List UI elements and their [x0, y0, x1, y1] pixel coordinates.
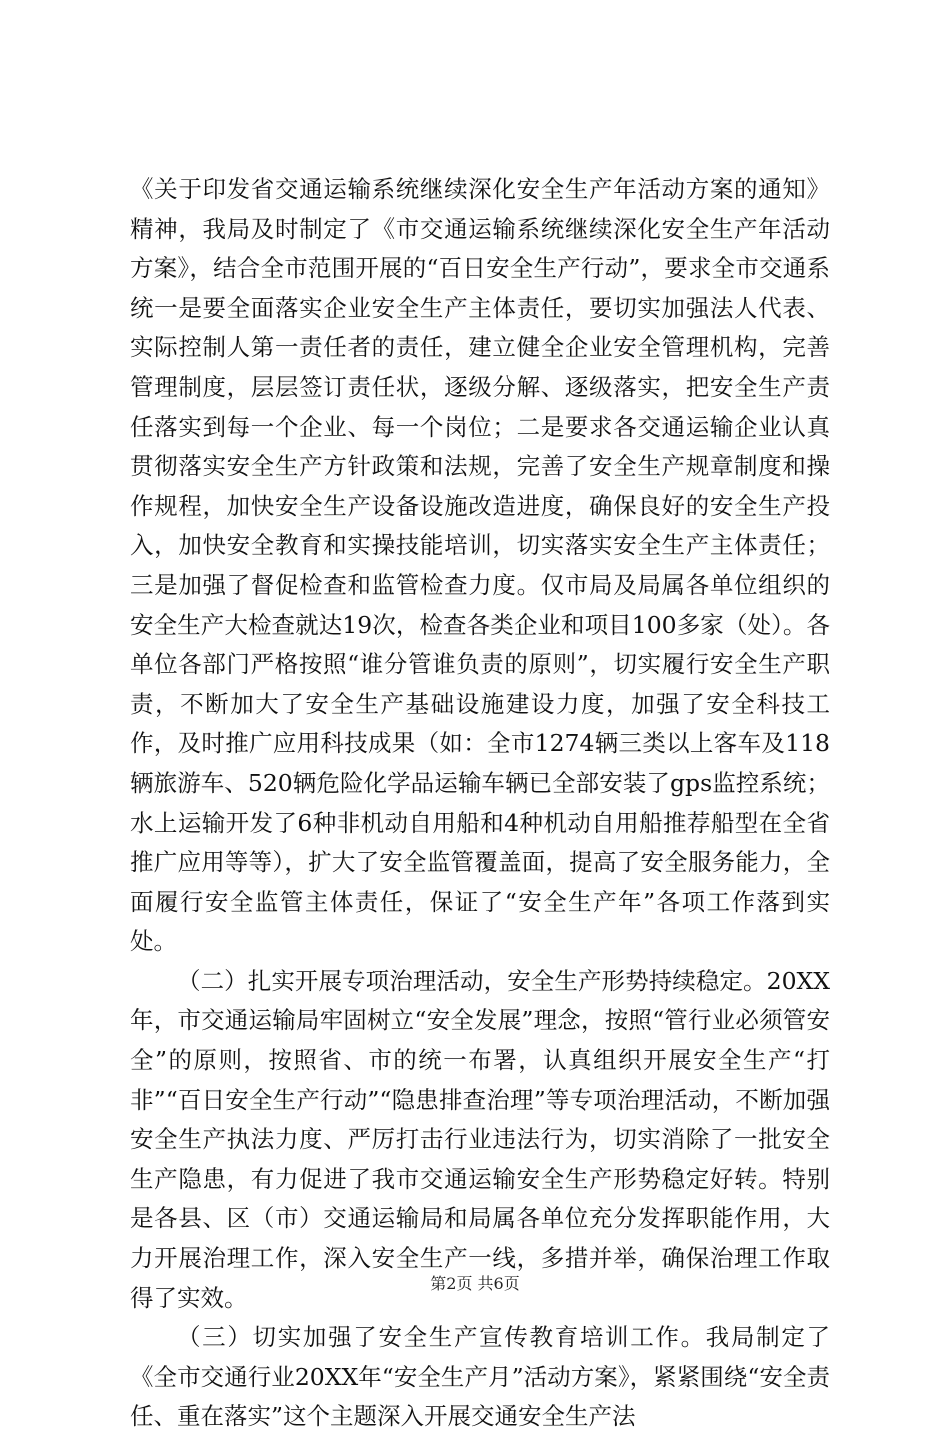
paragraph-continuation: 《关于印发省交通运输系统继续深化安全生产年活动方案的通知》精神，我局及时制定了《市交通运输系统继续深化安全生产年活动方案》，结合全市范围开展的“百日安全生产行动”，要求全市交通系统一是要全面落实企业安全生产主体责任，要切实加强法人代表、实际控制人第一责任者的责任，建立健全企业安全管理机构，完善管理制度，层层签订责任状，逐级分解、逐级落实，把安全生产责任落实到每一个企业、每一个岗位；二是要求各交通运输企业认真贯彻落实安全生产方针政策和法规，完善了安全生产规章制度和操作规程，加快安全生产设备设施改造进度，确保良好的安全生产投入，加快安全教育和实操技能培训，切实落实安全生产主体责任；三是加强了督促检查和监管检查力度。仅市局及局属各单位组织的安全生产大检查就达19次，检查各类企业和项目100多家（处）。各单位各部门严格按照“谁分管谁负责的原则”，切实履行安全生产职责，不断加大了安全生产基础设施建设力度，加强了安全科技工作，及时推广应用科技成果（如：全市1274辆三类以上客车及118辆旅游车、520辆危险化学品运输车辆已全部安装了gps监控系统；水上运输开发了6种非机动自用船和4种机动自用船推荐船型在全省推广应用等等），扩大了安全监管覆盖面，提高了安全服务能力，全面履行安全监管主体责任，保证了“安全生产年”各项工作落到实处。: [130, 175, 830, 956]
document-body: [130, 170, 830, 1437]
paragraph-section-three: （三）切实加强了安全生产宣传教育培训工作。我局制定了《全市交通行业20XX年“安全生产月”活动方案》，紧紧围绕“安全责任、重在落实”这个主题深入开展交通安全生产法: [130, 1323, 830, 1431]
paragraph-section-two: （二）扎实开展专项治理活动，安全生产形势持续稳定。20XX年，市交通运输局牢固树立“安全发展”理念，按照“管行业必须管安全”的原则，按照省、市的统一布署，认真组织开展安全生产“打非”“百日安全生产行动”“隐患排查治理”等专项治理活动，不断加强安全生产执法力度、严厉打击行业违法行为，切实消除了一批安全生产隐患，有力促进了我市交通运输安全生产形势稳定好转。特别是各县、区（市）交通运输局和局属各单位充分发挥职能作用，大力开展治理工作，深入安全生产一线，多措并举，确保治理工作取得了实效。: [130, 966, 830, 1312]
page-number-footer: 第2页 共6页: [430, 1274, 520, 1293]
